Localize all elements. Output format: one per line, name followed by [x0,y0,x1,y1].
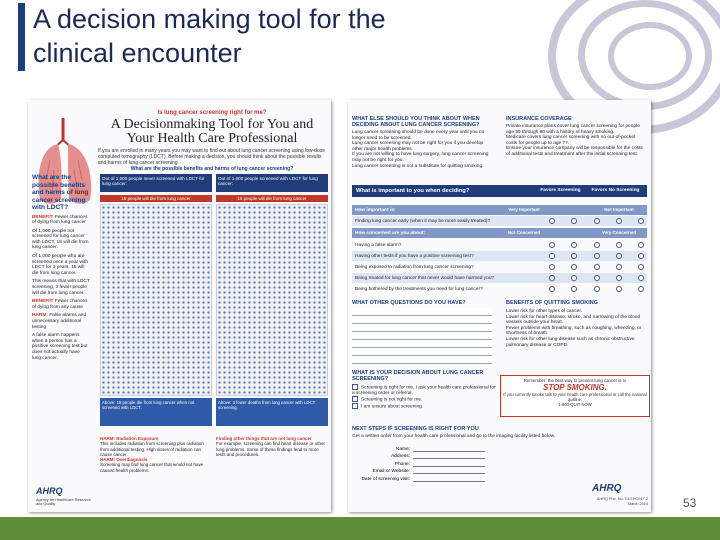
section-importance-label: How important is: [355,207,396,213]
values-row-label: Having a false alarm? [355,242,402,248]
slide-number: 53 [683,496,697,510]
quit-item: Fewer problems with breathing, such as coughing, wheezing, or shortness of breath. [506,325,642,337]
doc1-left-column [32,174,90,364]
very-concerned-label: Very Concerned [601,229,637,235]
checkbox[interactable] [352,403,358,409]
form-field-date: Date of screening visit: [352,474,492,482]
values-section-concern [352,228,647,238]
panel-not-screened [100,174,212,426]
consideration-item: Lung cancer screening is not a substitute for quitting smoking. [352,163,484,169]
form-field-phone: Phone: [352,459,492,467]
values-row [352,262,647,272]
radiation-title: Radiation Exposure [116,436,159,441]
quit-smoking-list [506,309,646,348]
questions-title: WHAT OTHER QUESTIONS DO YOU HAVE? [352,300,466,306]
panel-right-note: Above: 3 fewer deaths from lung cancer with LDCT screening. [216,398,328,426]
values-row [352,273,647,283]
icon-array-left [100,204,212,396]
stop-smoking-box [500,375,650,417]
not-important-label: Not Important [604,206,634,212]
decision-option-unsure[interactable] [352,403,497,410]
radiation-section [100,436,212,473]
panel-left-head: Out of 1,000 people never screened with LDCT for lung cancer: [100,174,212,192]
values-row [352,216,647,226]
benefit-text: Fewer chances of dying from lung cancer [32,214,88,226]
ahrq-logo-caption: Agency for Healthcare Research and Quality [36,498,91,506]
favors-screening-label: Favors Screening [540,188,581,193]
benefit-item: Of 1,000 people who are screened once a year with LDCT for 3 years, 15 will die from lung cancer. [32,254,88,276]
values-table-header [352,185,647,197]
harm-text: False alarms and unnecessary additional testing [32,313,87,330]
decision-aid-page-front [28,100,331,512]
benefit2-text: Fewer chances of dying from any cause [32,299,88,310]
panel-right-red: 15 people will die from lung cancer [216,195,328,202]
doc1-intro: If you are enrolled in many years you may want to find out about lung cancer screening using low-dose computed tomography (LDCT). Before making a decision, you should think about the possible results and harms of lung cancer screening. [98,148,326,166]
considerations-title: WHAT ELSE SHOULD YOU THINK ABOUT WHEN DECIDING ABOUT LUNG CANCER SCREENING? [352,116,480,128]
ahrq-logo-back: AHRQ [592,483,622,494]
form-field-address: Address: [352,452,492,460]
quit-item: Lower risk for other types of cancer. [506,309,582,314]
considerations-column [352,116,492,169]
values-row-label: Being bothered by the treatments you need for lung cancer? [355,286,483,292]
radiation-text: This includes radiation from screening plus radiation from additional testing. High doses of radiation can cause cancer. [100,441,204,457]
decision-option-no-screen[interactable] [352,396,497,403]
insurance-column [506,116,646,158]
benefit-label: BENEFIT: [32,214,54,220]
panel-right-head: Out of 1,000 people screened with LDCT for lung cancer: [216,174,328,192]
date-input[interactable] [413,476,485,482]
rating-scale[interactable] [549,218,644,224]
doc1-header: Is lung cancer screening right for me? [157,110,267,116]
slide-title: A decision making tool for the clinical encounter [33,4,386,68]
stop-line2: If you currently smoke talk to your health care professional or call the national quitline: [503,392,647,402]
rating-scale[interactable] [549,242,644,248]
rating-scale[interactable] [549,275,644,281]
panel-left-red: 18 people will die from lung cancer [100,195,212,202]
panel-screened [216,174,328,426]
questions-write-area[interactable] [352,308,492,364]
decision-option-screen[interactable] [352,384,497,396]
panel-left-note: Above: 18 people die from lung cancer when not screened with LDCT. [100,398,212,426]
doc1-question: What are the possible benefits and harms of lung cancer screening? [130,166,294,172]
option-label: I am unsure about screening. [361,404,424,410]
benefit2-section [32,299,90,310]
form-field-name: Name: [352,444,492,452]
harm-body: A false alarm happens when a person has a positive screening test but does not actually have lung cancer. [32,333,88,361]
address-input[interactable] [413,453,485,459]
publication-date: March 2014 [627,502,648,506]
very-important-label: Very Important [508,206,540,212]
ahrq-logo: AHRQ [36,486,63,496]
benefit-item: This means that with LDCT screening, 3 fewer people will die from lung cancer. [32,279,90,296]
publication-number: AHRQ Pub. No. 13-EHC047-2 [596,497,648,501]
option-label: Screening is not right for me. [361,397,423,403]
values-row-label: Having other tests if you have a positive screening test? [355,253,474,259]
decorative-ring-inner [608,22,692,90]
quitline-phone: 1-800-QUIT-NOW [558,402,592,407]
benefit-section [32,215,90,226]
consideration-item: Lung cancer screening may not be right for you if you develop other major health problems. [352,141,484,152]
footer-bar [0,517,720,540]
favors-no-screening-label: Favors No Screening [591,188,640,193]
form-field-email: Email or Website: [352,467,492,475]
values-row-label: Finding lung cancer early (when it may be more easily treated)? [355,218,491,224]
doc1-left-title: What are the possible benefits and harms of lung cancer screening with LDCT? [32,174,89,211]
quit-item: Lower risk for other lung disease such as chronic obstructive pulmonary disease or COPD. [506,336,635,348]
phone-input[interactable] [413,461,485,467]
values-section-importance [352,205,647,215]
title-accent-bar [18,3,25,71]
other-findings-text: For example, screening can find heart disease or other lung problems. Some of these findings lead to more tests and procedures. [216,441,326,457]
checkbox[interactable] [352,384,358,390]
next-steps-title: NEXT STEPS IF SCREENING IS RIGHT FOR YOU [352,426,479,432]
next-steps-text: Get a written order from your health care professional and go to the imaging facility listed below. [352,434,556,439]
benefit2-label: BENEFIT: [32,299,54,305]
decision-aid-page-back [348,100,651,512]
imaging-facility-form [352,444,492,482]
values-row [352,251,647,261]
rating-scale[interactable] [549,264,644,270]
decision-options [352,384,497,410]
insurance-item: Ensure your insurance company will be responsible for the costs of additional tests and treatment after the initial screening test. [506,146,643,157]
not-concerned-label: Not Concerned [507,229,541,235]
overdiagnosis-label: HARM: [100,457,115,463]
other-findings-title: Finding other things that are not lung cancer [216,436,312,441]
checkbox[interactable] [352,396,358,402]
rating-scale[interactable] [549,253,644,259]
consideration-item: Lung cancer screening should be done every year until you no longer need to be screened. [352,130,485,141]
radiation-label: HARM: [100,436,115,441]
values-row [352,240,647,250]
option-label: Screening is right for me. I ask your health care professional for a screening order or referral. [352,385,496,396]
section-concern-label: How concerned are you about: [355,230,426,236]
values-row-label: Being treated for lung cancer that never would have harmed you? [355,275,495,281]
benefit-item: Of 1,000 people not screened for lung cancer with LDCT, 18 will die from lung cancer. [32,228,89,251]
harm-label: HARM: [32,313,48,319]
consideration-item: If you are not willing to have lung surgery, lung cancer screening may not be right for you. [352,152,489,163]
stop-smoking-heading: STOP SMOKING. [542,383,607,392]
harm-section [32,313,90,330]
overdiagnosis-title: Overdiagnosis [116,457,148,463]
doc1-title: A Decisionmaking Tool for You and Your Health Care Professional [110,117,314,146]
values-row [352,284,647,294]
other-findings-section [216,436,328,457]
quit-item: Lower risk for heart disease, stroke, and narrowing of the blood vessels outside your heart. [506,314,641,326]
email-input[interactable] [413,468,485,474]
decision-title: WHAT IS YOUR DECISION ABOUT LUNG CANCER SCREENING? [352,370,484,382]
values-question: What is important to you when deciding? [356,188,470,194]
icon-array-right [216,204,328,396]
insurance-item: Medicare covers lung cancer screening with no out-of-pocket costs for people up to age 77. [506,135,636,146]
stop-line1: Remember: the best way to prevent lung cancer is to [523,378,627,383]
name-input[interactable] [413,446,485,452]
values-row-label: Being exposed to radiation from lung cancer screening? [355,264,474,270]
insurance-title: INSURANCE COVERAGE [506,116,572,122]
insurance-item: Private insurance plans cover lung cancer screening for people age 55 through 80 with a history of heavy smoking. [506,124,640,135]
rating-scale[interactable] [549,286,644,292]
quit-smoking-title: BENEFITS OF QUITTING SMOKING [506,300,598,306]
overdiagnosis-text: Screening may find lung cancer that would not have caused health problems. [100,462,204,473]
